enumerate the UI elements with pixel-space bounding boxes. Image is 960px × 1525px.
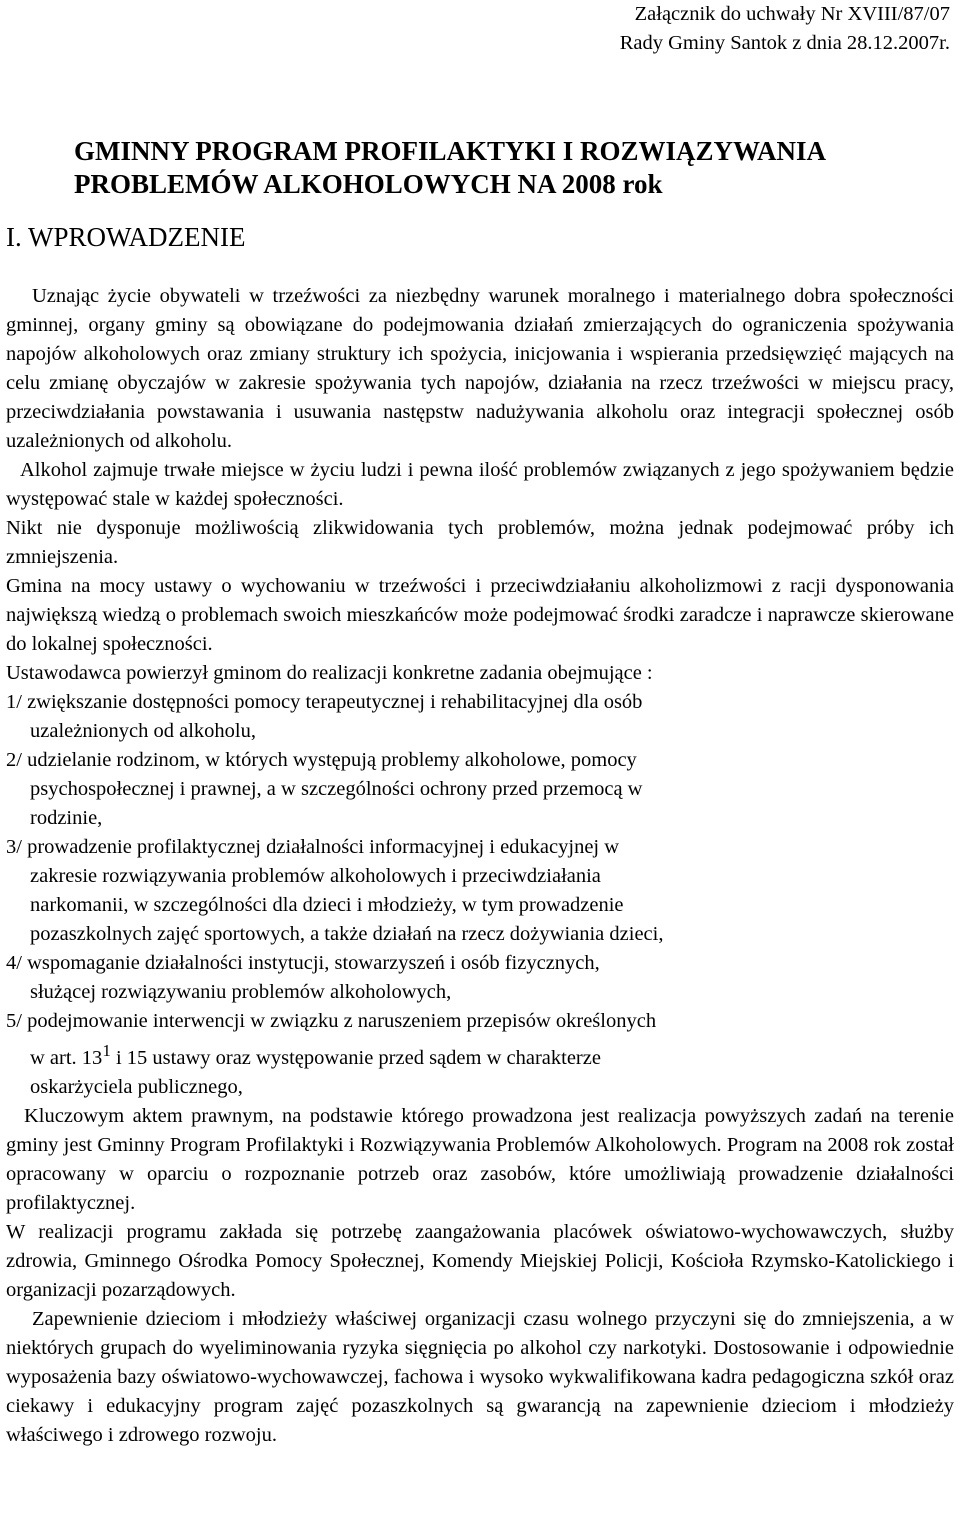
task-5-continuation-2: oskarżyciela publicznego, (30, 1075, 243, 1098)
document-body (6, 282, 954, 1450)
task-5-art-text-rest: i 15 ustawy oraz występowanie przed sądem w charakterze (110, 1046, 601, 1069)
paragraph-2: Alkohol zajmuje trwałe miejsce w życiu ludzi i pewna ilość problemów związanych z jego spożywaniem będzie występować stale w każdej społeczności. (6, 459, 954, 510)
task-5-line: 5/ podejmowanie interwencji w związku z naruszeniem przepisów określonych (6, 1010, 657, 1032)
paragraph-7: W realizacji programu zakłada się potrzebę zaangażowania placówek oświatowo-wychowawczych, służby zdrowia, Gminnego Ośrodka Pomocy Społecznej, Komendy Miejskiej Policji, Kościoła Rzymsko-Katolickiego i organizacji pozarządowych. (6, 1220, 954, 1301)
task-2-line: 2/ udzielanie rodzinom, w których występują problemy alkoholowe, pomocy (6, 749, 637, 771)
task-4-continuation: służącej rozwiązywaniu problemów alkoholowych, (30, 981, 452, 1003)
paragraph-5: Ustawodawca powierzył gminom do realizacji konkretne zadania obejmujące : (6, 662, 653, 684)
attachment-line-1: Załącznik do uchwały Nr XVIII/87/07 (634, 3, 950, 25)
attachment-header (6, 0, 950, 58)
task-2-continuation-2: rodzinie, (30, 807, 103, 829)
task-3-continuation-2: narkomanii, w szczególności dla dzieci i młodzieży, w tym prowadzenie (30, 894, 624, 916)
task-item-3 (6, 833, 954, 949)
task-3-line: 3/ prowadzenie profilaktycznej działalności informacyjnej i edukacyjnej w (6, 836, 620, 858)
article-superscript: 1 (102, 1041, 111, 1060)
task-5-continuation-1 (6, 1036, 954, 1073)
paragraph-4: Gmina na mocy ustawy o wychowaniu w trzeźwości i przeciwdziałaniu alkoholizmowi z racji dysponowania największą wiedzą o problemach swoich mieszkańców może podejmować środki zaradcze i naprawcze skierowane do lokalnej społeczności. (6, 575, 954, 655)
paragraph-6: Kluczowym aktem prawnym, na podstawie którego prowadzona jest realizacja powyższych zadań na terenie gminy jest Gminny Program Profilaktyki i Rozwiązywania Problemów Alkoholowych. Program na 2008 rok został opracowany w oparciu o rozpoznanie potrzeb oraz zasobów, które umożliwiają prowadzenie działalności profilaktycznej. (6, 1104, 954, 1214)
program-title (74, 135, 954, 201)
task-3-continuation-1: zakresie rozwiązywania problemów alkoholowych i przeciwdziałania (30, 865, 601, 887)
section-heading: I. WPROWADZENIE (6, 222, 246, 252)
task-5-art-text: w art. 13 (30, 1046, 103, 1069)
attachment-line-2: Rady Gminy Santok z dnia 28.12.2007r. (619, 32, 950, 54)
task-item-5 (6, 1007, 954, 1102)
paragraph-1: Uznając życie obywateli w trzeźwości za niezbędny warunek moralnego i materialnego dobra społeczności gminnej, organy gminy są obowiązane do podejmowania działań zmierzających do ograniczenia spożywania napojów alkoholowych oraz zmiany struktury ich spożycia, inicjowania i wspierania przedsięwzięć mających na celu zmianę obyczajów w zakresie spożywania tych napojów, działania na rzecz trzeźwości w miejscu pracy, przeciwdziałania powstawania i usuwania następstw nadużywania alkoholu oraz integracji społecznej osób uzależnionych od alkoholu. (6, 285, 954, 452)
task-4-line: 4/ wspomaganie działalności instytucji, stowarzyszeń i osób fizycznych, (6, 952, 600, 974)
program-title-line-2: PROBLEMÓW ALKOHOLOWYCH NA 2008 rok (74, 169, 663, 199)
task-item-1 (6, 688, 954, 746)
task-3-continuation-3: pozaszkolnych zajęć sportowych, a także działań na rzecz dożywiania dzieci, (30, 923, 664, 945)
paragraph-3: Nikt nie dysponuje możliwością zlikwidowania tych problemów, można jednak podejmować próby ich zmniejszenia. (6, 517, 954, 568)
task-item-2 (6, 746, 954, 833)
task-2-continuation-1: psychospołecznej i prawnej, a w szczególności ochrony przed przemocą w (30, 778, 643, 800)
task-item-4 (6, 949, 954, 1007)
program-title-line-1: GMINNY PROGRAM PROFILAKTYKI I ROZWIĄZYWANIA (74, 136, 827, 166)
task-1-line: 1/ zwiększanie dostępności pomocy terapeutycznej i rehabilitacyjnej dla osób (6, 691, 643, 713)
task-1-continuation: uzależnionych od alkoholu, (30, 720, 257, 742)
paragraph-8: Zapewnienie dzieciom i młodzieży właściwej organizacji czasu wolnego przyczyni się do zmniejszenia, a w niektórych grupach do wyeliminowania ryzyka sięgnięcia po alkohol czy narkotyki. Dostosowanie i odpowiednie wyposażenia bazy oświatowo-wychowawczej, fachowa i wysoko wykwalifikowana kadra pedagogiczna szkół oraz ciekawy i edukacyjny program zajęć pozaszkolnych są gwarancją na zapewnienie dzieciom i młodzieży właściwego i zdrowego rozwoju. (6, 1307, 954, 1446)
